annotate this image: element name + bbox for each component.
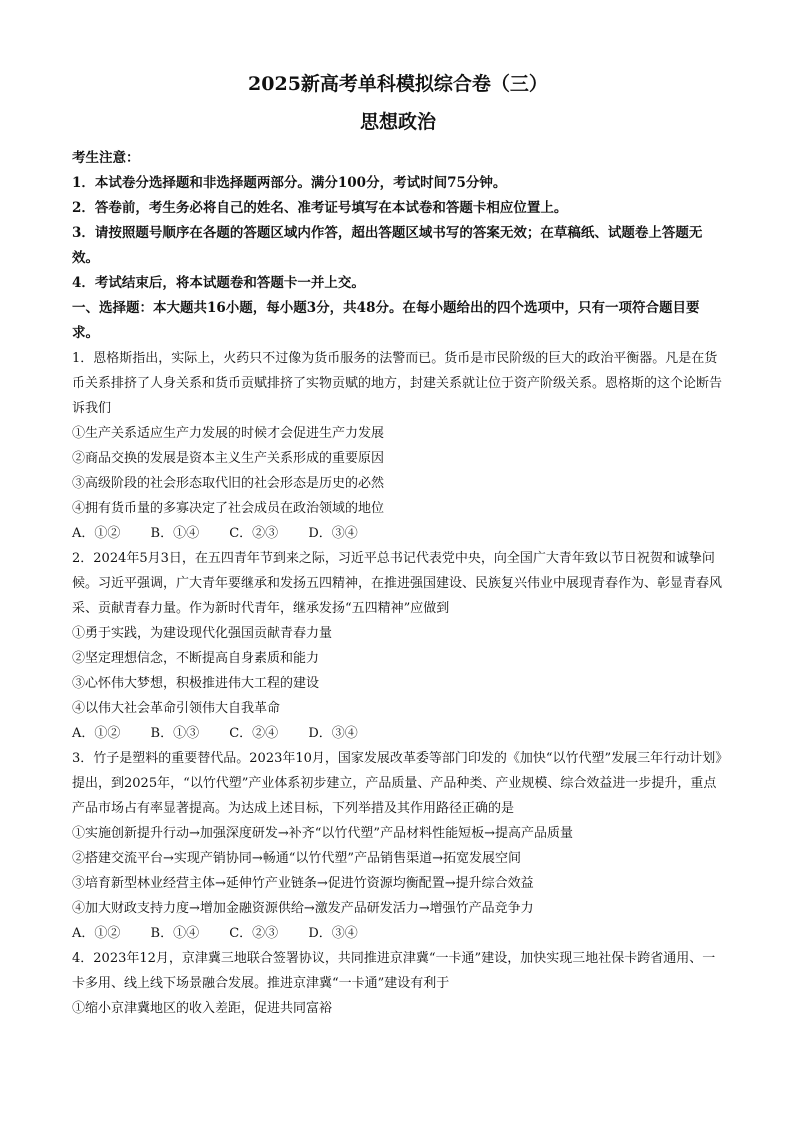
notice-item: 4．考试结束后，将本试题卷和答题卡一并上交。 <box>72 275 365 291</box>
choice-b: B．①③ <box>150 726 200 741</box>
question-stem: 4．2023年12月，京津冀三地联合签署协议，共同推进京津冀“一卡通”建设，加快实现三地社保卡跨省通用、一卡多用、线上线下场景融合发展。推进京津冀“一卡通”建设有利于 <box>72 951 716 991</box>
choice-a: A．①② <box>72 726 121 741</box>
question-stem: 1．恩格斯指出，实际上，火药只不过像为货币服务的法警而已。货币是市民阶级的巨大的政治平衡器。凡是在货币关系排挤了人身关系和货币贡赋排挤了实物贡赋的地方，封建关系就让位于资产阶级关系。恩格斯的这个论断告诉我们 <box>72 351 723 416</box>
choice-d: D．③④ <box>308 726 358 741</box>
choice-d: D．③④ <box>308 926 358 941</box>
statement-option: ②搭建交流平台→实现产销协同→畅通“以竹代塑”产品销售渠道→拓宽发展空间 <box>72 851 521 866</box>
question-stem: 3．竹子是塑料的重要替代品。2023年10月，国家发展改革委等部门印发的《加快“以竹代塑”发展三年行动计划》提出，到2025年，“以竹代塑”产业体系初步建立，产品质量、产品种类、产业规模、综合效益进一步提升，重点产品市场占有率显著提高。为达成上述目标，下列举措及其作用路径正确的是 <box>72 751 722 816</box>
answer-choices <box>72 921 724 946</box>
notice-item: 1．本试卷分选择题和非选择题两部分。满分100分，考试时间75分钟。 <box>72 175 507 191</box>
choice-b: B．①④ <box>150 526 200 541</box>
answer-choices <box>72 521 724 546</box>
notice-block <box>72 146 724 296</box>
notice-heading: 考生注意： <box>72 150 140 166</box>
choice-c: C．②③ <box>229 926 279 941</box>
statement-option: ①生产关系适应生产力发展的时候才会促进生产力发展 <box>72 426 385 441</box>
section-heading: 一、选择题：本大题共16小题，每小题3分，共48分。在每小题给出的四个选项中，只有一项符合题目要求。 <box>72 300 700 341</box>
answer-choices <box>72 721 724 746</box>
question-stem: 2．2024年5月3日，在五四青年节到来之际，习近平总书记代表党中央，向全国广大青年致以节日祝贺和诚挚问候。习近平强调，广大青年要继承和发扬五四精神，在推进强国建设、民族复兴伟业中展现青春作为、彰显青春风采、贡献青春力量。作为新时代青年，继承发扬“五四精神”应做到 <box>72 551 723 616</box>
question-4 <box>72 946 724 1021</box>
statement-option: ④拥有货币量的多寡决定了社会成员在政治领域的地位 <box>72 501 385 516</box>
question-1 <box>72 346 724 546</box>
choice-a: A．①② <box>72 526 121 541</box>
choice-a: A．①② <box>72 926 121 941</box>
notice-item: 3．请按照题号顺序在各题的答题区域内作答，超出答题区域书写的答案无效；在草稿纸、试题卷上答题无效。 <box>72 225 703 266</box>
statement-option: ③心怀伟大梦想，积极推进伟大工程的建设 <box>72 676 320 691</box>
statement-option: ①实施创新提升行动→加强深度研发→补齐“以竹代塑”产品材料性能短板→提高产品质量 <box>72 826 573 841</box>
statement-option: ④以伟大社会革命引领伟大自我革命 <box>72 701 281 716</box>
statement-option: ①勇于实践，为建设现代化强国贡献青春力量 <box>72 626 333 641</box>
statement-option: ③培育新型林业经营主体→延伸竹产业链条→促进竹资源均衡配置→提升综合效益 <box>72 876 534 891</box>
statement-option: ④加大财政支持力度→增加金融资源供给→激发产品研发活力→增强竹产品竞争力 <box>72 901 534 916</box>
choice-c: C．②④ <box>229 726 279 741</box>
statement-option: ①缩小京津冀地区的收入差距，促进共同富裕 <box>72 1001 333 1016</box>
question-2 <box>72 546 724 746</box>
exam-page <box>72 64 724 1021</box>
choice-b: B．①④ <box>150 926 200 941</box>
question-3 <box>72 746 724 946</box>
page-title: 2025新高考单科模拟综合卷（三） <box>248 73 548 95</box>
notice-item: 2．答卷前，考生务必将自己的姓名、准考证号填写在本试卷和答题卡相应位置上。 <box>72 200 568 216</box>
statement-option: ②坚定理想信念，不断提高自身素质和能力 <box>72 651 320 666</box>
choice-d: D．③④ <box>308 526 358 541</box>
choice-c: C．②③ <box>229 526 279 541</box>
page-subtitle: 思想政治 <box>359 111 436 133</box>
statement-option: ③高级阶段的社会形态取代旧的社会形态是历史的必然 <box>72 476 385 491</box>
statement-option: ②商品交换的发展是资本主义生产关系形成的重要原因 <box>72 451 385 466</box>
